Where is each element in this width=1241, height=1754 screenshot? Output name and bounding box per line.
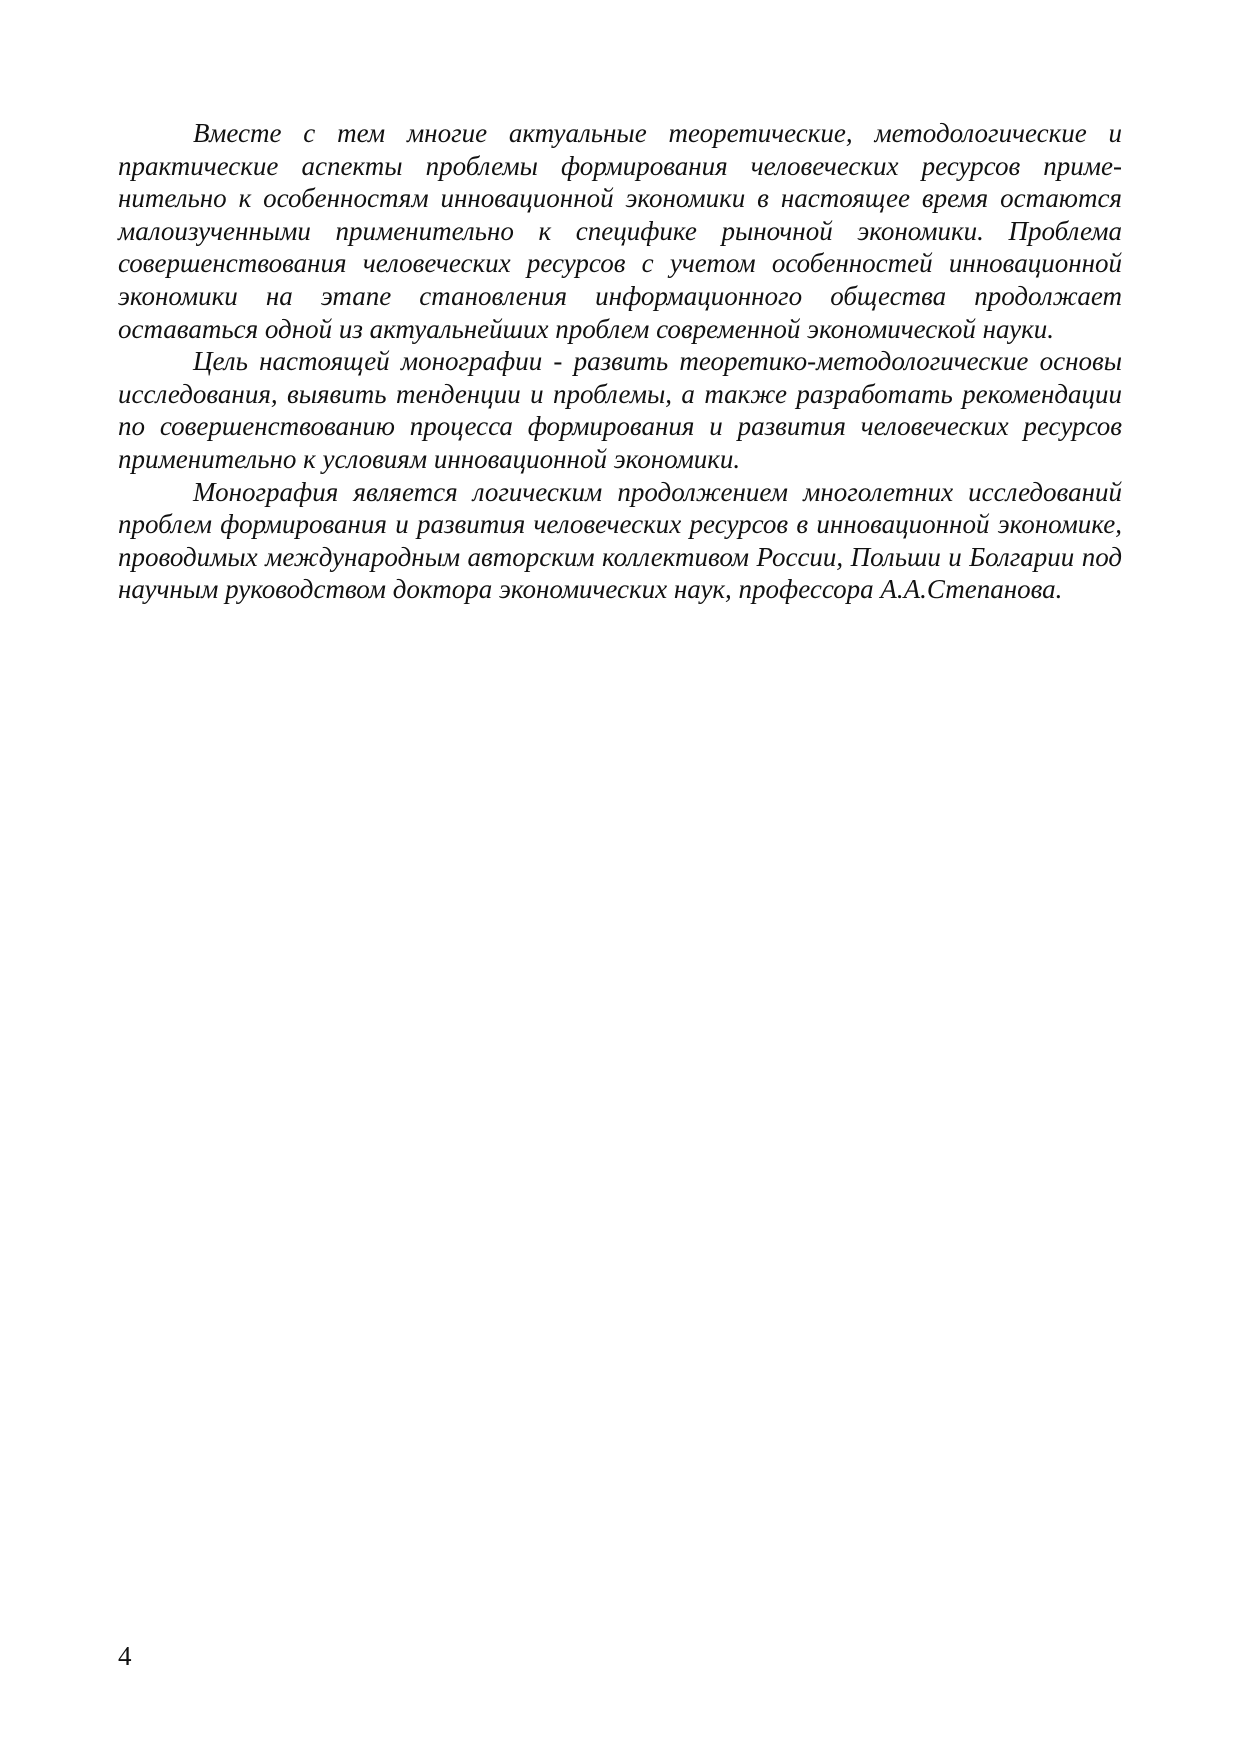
paragraph-1: Вместе с тем многие актуальные теоретические, методологические и практические аспекты проблемы формирования человеческих ресурсов применительно к особенностям инновационной экономики в настоящее время остаются малоизученными применительно к специфике рыночной экономики. Проблема совершенствования человеческих ресурсов с учетом особенностей инновационной экономики на этапе становления информационного общества продолжает оставаться одной из актуальнейших проблем современной экономической науки.: [118, 118, 1122, 344]
body-text: [118, 117, 1122, 606]
page-number: 4: [118, 1641, 132, 1671]
paragraph-3: Монография является логическим продолжением многолетних исследований проблем формирования и развития человеческих ресурсов в инновационной экономике, проводимых международным авторским коллективом России, Польши и Болгарии под научным руководством доктора экономических наук, профессора А.А.Степанова.: [118, 476, 1122, 605]
paragraph-2: Цель настоящей монографии - развить теоретико-методологические основы исследования, выявить тенденции и проблемы, а также разработать рекомендации по совершенствованию процесса формирования и развития человеческих ресурсов применительно к условиям инновационной экономики.: [118, 346, 1122, 474]
